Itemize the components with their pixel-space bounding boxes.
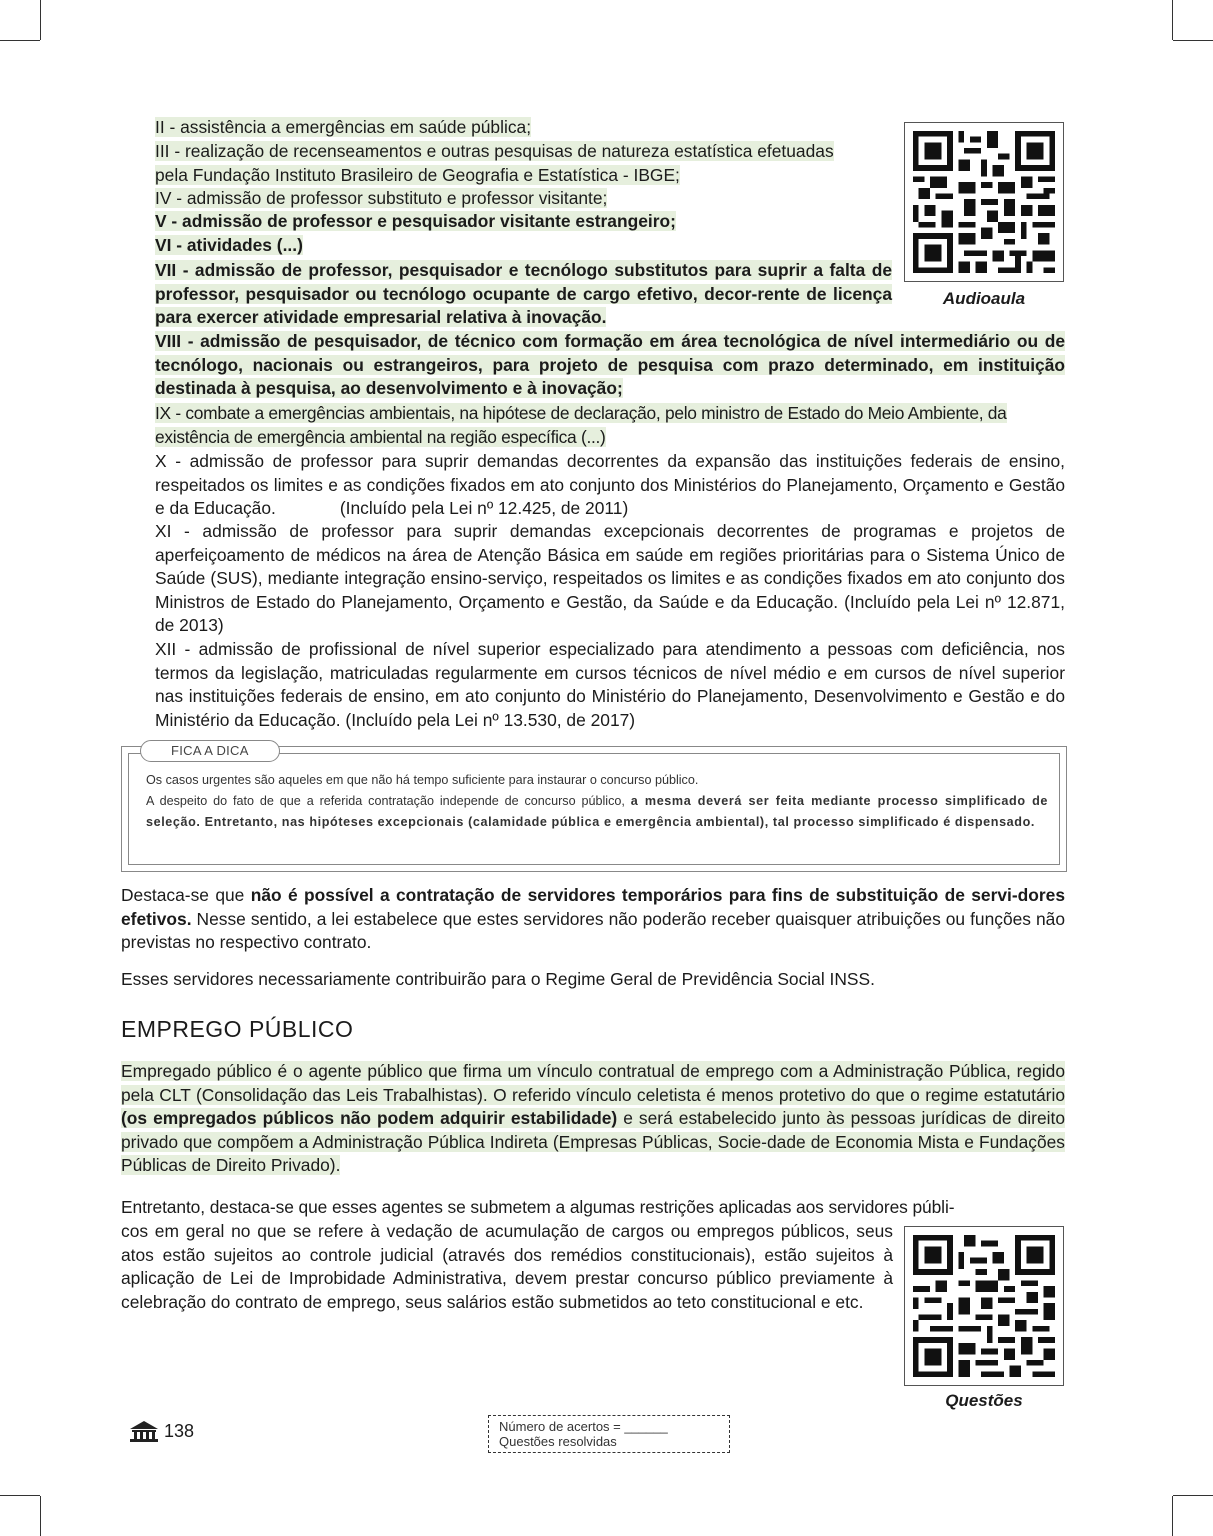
paragraph-public-employee: Empregado público é o agente público que firma um vínculo contratual de emprego com a Administração Pública, regido pela CLT (Consolidação das Leis Trabalhistas). O referido vínculo celetista é menos protetivo do que o regime estatutário (os empregados públicos não podem adquirir estabilidade) e será estabelecido junto às pessoas jurídicas de direito privado que compõem a Administração Pública Indireta (Empresas Públicas, Socie-dade de Economia Mista e Fundações Públicas de Direito Privado). <box>121 1061 1065 1175</box>
item-viii: VIII - admissão de pesquisador, de técnico com formação em área tecnológica de nível intermediário ou de tecnólogo, nacionais ou estrangeiros, para projeto de pesquisa com prazo determinado, em instituição destinada à pesquisa, ao desenvolvimento e à inovação; <box>155 331 1065 398</box>
item-vi: VI - atividades (...) <box>155 235 303 255</box>
item-ix: IX - combate a emergências ambientais, na hipótese de declaração, pelo ministro de Estado do Meio Ambiente, da existência de emergência ambiental na região específica (...) <box>155 403 1007 447</box>
qr-code-icon <box>913 1235 1055 1377</box>
tip-text: Os casos urgentes são aqueles em que não há tempo suficiente para instaurar o concurso público. A despeito do fato de que a referida contratação independe de concurso público, a mesma deverá ser feita mediante processo simplificado de seleção. Entretanto, nas hipóteses excepcionais (calamidade pública e emergência ambiental), tal processo simplificado é dispensado. <box>146 773 1049 829</box>
section-heading: EMPREGO PÚBLICO <box>121 1016 354 1042</box>
score-correct-label: Número de acertos = ______ <box>499 1419 668 1434</box>
crop-mark <box>0 40 40 41</box>
crop-mark <box>1172 0 1173 40</box>
crop-mark <box>40 0 41 40</box>
item-v: V - admissão de professor e pesquisador visitante estrangeiro; <box>155 211 676 231</box>
qr-code-questoes[interactable] <box>904 1226 1064 1386</box>
crop-mark <box>40 1496 41 1536</box>
crop-mark <box>1173 40 1213 41</box>
item-vii: VII - admissão de professor, pesquisador e tecnólogo substitutos para suprir a falta de professor, pesquisador ou tecnólogo ocupante de cargo efetivo, decor-rente de licença para exercer atividade empresarial relativa à inovação. <box>155 260 892 327</box>
score-box <box>488 1415 730 1453</box>
building-icon <box>128 1420 160 1442</box>
qr-caption-audioaula: Audioaula <box>942 289 1026 308</box>
paragraph-temporary-servants: Destaca-se que não é possível a contratação de servidores temporários para fins de substituição de servi-dores efetivos. Nesse sentido, a lei estabelece que estes servidores não poderão receber quaisquer atribuições ou funções não previstas no respectivo contrato. <box>121 885 1066 952</box>
paragraph-inss: Esses servidores necessariamente contribuirão para o Regime Geral de Previdência Social INSS. <box>121 969 875 989</box>
page-number: 138 <box>164 1421 195 1441</box>
paragraph-restrictions: cos em geral no que se refere à vedação de acumulação de cargos ou empregos públicos, seus atos estão sujeitos ao controle judicial (através dos remédios constitucionais), estão sujeitos à aplicação de Lei de Improbidade Administrativa, devem prestar concurso público previamente à celebração do contrato de emprego, seus salários estão submetidos ao teto constitucional e etc. <box>121 1221 893 1312</box>
item-ii: II - assistência a emergências em saúde pública; <box>155 117 532 137</box>
item-xii: XII - admissão de profissional de nível superior especializado para atendimento a pessoas com deficiência, nos termos da legislação, matriculadas regularmente em cursos técnicos de nível médio e em cursos de nível superior nas instituições federais de ensino, em ato conjunto do Ministério do Planejamento, Desenvolvimento e Gestão e do Ministério da Educação. (Incluído pela Lei nº 13.530, de 2017) <box>155 639 1065 730</box>
crop-mark <box>0 1495 40 1496</box>
score-resolved-label: Questões resolvidas <box>499 1434 617 1449</box>
qr-caption-questoes: Questões <box>945 1391 1023 1410</box>
paragraph-restrictions-first-line: Entretanto, destaca-se que esses agentes se submetem a algumas restrições aplicadas aos servidores públi- <box>121 1197 955 1217</box>
item-iii: III - realização de recenseamentos e outras pesquisas de natureza estatística efetuadas pela Fundação Instituto Brasileiro de Geografia e Estatística - IBGE; <box>155 141 834 185</box>
crop-mark <box>1172 1496 1173 1536</box>
item-xi: XI - admissão de professor para suprir demandas excepcionais decorrentes de programas e projetos de aperfeiçoamento de médicos na área de Atenção Básica em saúde em regiões prioritárias para o Sistema Único de Saúde (SUS), mediante integração ensino-serviço, respeitados os limites e as condições fixados em ato conjunto dos Ministros de Estado do Planejamento, Orçamento e Gestão, da Saúde e da Educação. (Incluído pela Lei nº 12.871, de 2013) <box>155 521 1065 635</box>
qr-code-icon <box>913 131 1055 273</box>
qr-code-audioaula[interactable] <box>904 122 1064 282</box>
tip-label: FICA A DICA <box>140 740 280 762</box>
item-x: X - admissão de professor para suprir demandas decorrentes da expansão das instituições federais de ensino, respeitados os limites e as condições fixados em ato conjunto dos Ministérios do Planejamento, Orçamento e Gestão e da Educação. (Incluído pela Lei nº 12.425, de 2011) <box>155 451 1065 518</box>
crop-mark <box>1173 1495 1213 1496</box>
item-iv: IV - admissão de professor substituto e professor visitante; <box>155 188 608 208</box>
